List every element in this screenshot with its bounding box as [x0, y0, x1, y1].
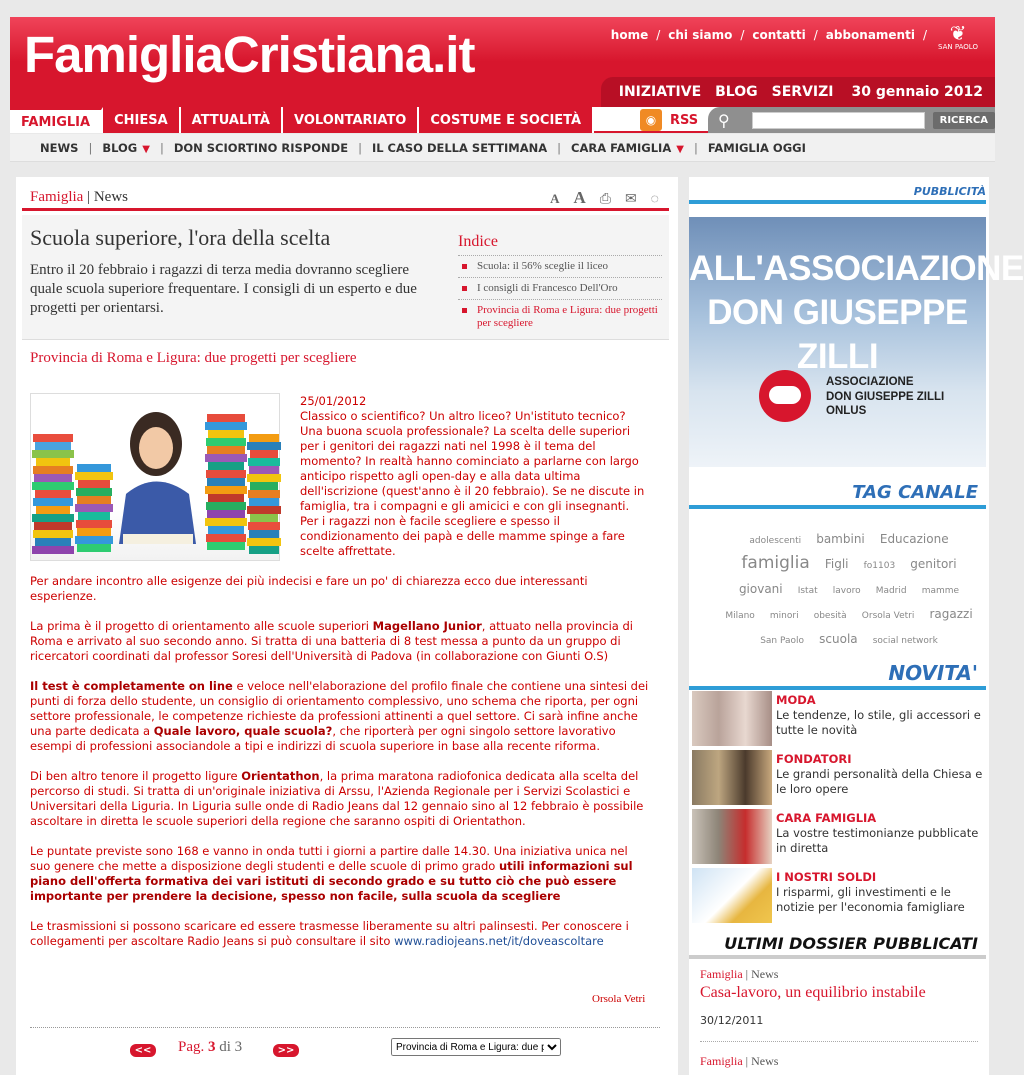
article-paragraph: La prima è il progetto di orientamento alle scuole superiori Magellano Junior, attuato nella provincia di Roma e arrivato al suo secondo anno. Si tratta di una batteria di 8 test messa a punto da un gruppo di ricercatori coordinati dal professor Soresi dell'Università di Padova (in collaborazione con Giunti O.S) [30, 619, 633, 663]
article-body [30, 394, 650, 964]
site-header [10, 17, 995, 107]
index-title: Indice [458, 233, 498, 250]
article-paragraph: Per andare incontro alle esigenze dei più indecisi e fare un po' di chiarezza ecco due interessanti esperienze. [30, 574, 588, 603]
novita-title: NOVITA' [689, 661, 986, 690]
tag[interactable]: San Paolo [760, 636, 805, 646]
print-icon[interactable]: ⎙ [599, 192, 611, 207]
subnav-blog[interactable]: BLOG ▼ [102, 140, 150, 155]
tag-cloud [719, 527, 979, 652]
article-date: 25/01/2012 [300, 394, 367, 408]
article-intro [22, 215, 669, 340]
novita-item[interactable]: FONDATORI Le grandi personalità della Chiesa e le loro opere [689, 746, 986, 805]
sidebar [689, 177, 1024, 1075]
association-logo-icon [759, 370, 811, 422]
article-title: Scuola superiore, l'ora della scelta [30, 225, 331, 250]
tab-chiesa[interactable]: CHIESA [103, 107, 181, 133]
article-lead: Entro il 20 febbraio i ragazzi di terza media dovranno scegliere quale scuola superiore frequentare. I consigli di un esperto e due progetti per orientarsi. [30, 262, 417, 316]
tab-costume-e-societa[interactable]: COSTUME E SOCIETÀ [419, 107, 594, 133]
secbar-blog[interactable]: BLOG [715, 84, 758, 100]
secbar-iniziative[interactable]: INIZIATIVE [618, 84, 702, 100]
tab-volontariato[interactable]: VOLONTARIATO [283, 107, 419, 133]
tag[interactable]: bambini [816, 532, 865, 546]
article-paragraph: Il test è completamente on line e veloce nell'elaborazione del profilo finale che contiene una sintesi dei punti di forza dello studente, un consiglio di orientamento complessivo, uno schema che riporta, per ogni settore professionale, le competenze richieste da professioni attinenti a quel settore. Ci sarà infine anche una parte dedicata a Quale lavoro, quale scuola?, che riporterà per ogni singolo settore lavorativo esempi di professioni associandole a tipi e indirizzi di scuola superiore in base alla recente riforma. [30, 679, 649, 753]
top-link-home[interactable]: home [610, 28, 649, 42]
next-page-button[interactable]: >> [273, 1044, 299, 1057]
advertisement-banner[interactable]: ALL'ASSOCIAZIONE DON GIUSEPPE ZILLI ASSOCIAZIONE DON GIUSEPPE ZILLI ONLUS [689, 217, 986, 467]
article-column [16, 177, 678, 1075]
tag[interactable]: ragazzi [929, 607, 973, 621]
page-select[interactable] [391, 1038, 561, 1056]
breadcrumb: Famiglia | News A A ⎙ ✉ ◌ [22, 185, 669, 211]
top-link-abbonamenti[interactable]: abbonamenti [825, 28, 915, 42]
index-item-current[interactable]: Provincia di Roma e Ligura: due progetti per scegliere [458, 299, 662, 334]
tag[interactable]: Madrid [875, 586, 907, 596]
article-paragraph: Le trasmissioni si possono scaricare ed essere trasmesse liberamente su altri palinsesti. Per conoscere i collegamenti per ascoltare Radio Jeans si può consultare il sito www.radiojeans.net/it/doveascoltare [30, 919, 629, 948]
search-icon: ⚲ [718, 110, 730, 130]
index-item[interactable]: Scuola: il 56% sceglie il liceo [458, 255, 662, 277]
ad-label: PUBBLICITÀ [689, 185, 986, 204]
novita-list [689, 687, 986, 923]
pager [30, 1027, 660, 1067]
tab-famiglia[interactable]: FAMIGLIA [10, 107, 103, 133]
dropdown-caret-icon: ▼ [142, 143, 150, 155]
page-indicator: Pag. 3 di 3 [178, 1039, 243, 1055]
section-title: Provincia di Roma e Ligura: due progetti per scegliere [30, 350, 357, 366]
search-button[interactable]: RICERCA [933, 112, 995, 129]
novita-thumbnail [692, 809, 772, 864]
dossier-list [700, 967, 978, 1069]
rss-icon: ◉ [640, 109, 662, 131]
article-paragraph: Le puntate previste sono 168 e vanno in onda tutti i giorni a partire dalle 14.30. Una iniziativa unica nel suo genere che mette a disposizione degli studenti e delle scuole di primo grado utili informazioni sul piano dell'offerta formativa dei vari istituti di secondo grado e su tutto ciò che può essere importante per prendere la decisione, spesso non facile, sulla scuola da scegliere [30, 844, 633, 903]
subnav-news[interactable]: NEWS [40, 140, 79, 155]
dropdown-caret-icon: ▼ [676, 143, 684, 155]
article-tools [550, 188, 659, 208]
dossier-item[interactable]: Famiglia | News [700, 1054, 779, 1068]
search-bar [708, 107, 995, 133]
novita-thumbnail [692, 750, 772, 805]
secbar-servizi[interactable]: SERVIZI [771, 84, 834, 100]
tag[interactable]: adolescenti [749, 536, 802, 546]
radiojeans-link[interactable]: www.radiojeans.net/it/doveascoltare [394, 934, 604, 948]
tag[interactable]: mamme [921, 586, 960, 596]
dossier-item[interactable]: Famiglia | News Casa-lavoro, un equilibrio instabile 30/12/2011 [700, 967, 978, 1042]
tag[interactable]: Figli [824, 557, 849, 571]
tag[interactable]: lavoro [832, 586, 861, 596]
dossier-title: ULTIMI DOSSIER PUBBLICATI [689, 934, 986, 959]
subnav-famiglia-oggi[interactable]: FAMIGLIA OGGI [707, 140, 806, 155]
comment-icon[interactable]: ◌ [650, 192, 659, 207]
tag[interactable]: genitori [910, 557, 957, 571]
tag[interactable]: famiglia [741, 553, 810, 573]
article-index [458, 233, 662, 334]
novita-item[interactable]: CARA FAMIGLIA La vostre testimonianze pubblicate in diretta [689, 805, 986, 864]
current-date: 30 gennaio 2012 [851, 84, 983, 100]
tag-canale-title: TAG CANALE [689, 482, 986, 509]
subnav-cara-famiglia[interactable]: CARA FAMIGLIA ▼ [571, 140, 684, 155]
top-links: home / chi siamo / contatti / abbonamenti / [610, 28, 927, 42]
tag[interactable]: social network [872, 636, 938, 646]
prev-page-button[interactable]: << [130, 1044, 156, 1057]
publisher-mark-icon: ❦ [949, 21, 967, 45]
publisher-logo[interactable]: ❦ SAN PAOLO [933, 23, 983, 51]
article-paragraph: Di ben altro tenore il progetto ligure Orientathon, la prima maratona radiofonica dedicata alla scelta del percorso di studi. Si tratta di un'originale iniziativa di Arssu, l'Azienda Regionale per i Servizi Scolastici e Universitari della Liguria. In Liguria sulle onde di Radio Jeans dal 12 gennaio sino al 12 febbraio è possibile ascoltare in diretta le scuole superiori della regione che saranno ospiti di Orientathon. [30, 769, 644, 828]
rss-link[interactable]: ◉ RSS [640, 109, 698, 131]
tab-attualita[interactable]: ATTUALITÀ [181, 107, 283, 133]
top-link-chi-siamo[interactable]: chi siamo [668, 28, 733, 42]
font-decrease-button[interactable]: A [550, 191, 560, 206]
breadcrumb-sub[interactable]: News [93, 189, 129, 205]
sub-nav: NEWS | BLOG ▼ | DON SCIORTINO RISPONDE | IL CASO DELLA SETTIMANA | CARA FAMIGLIA ▼ | FAMIGLIA OGGI [10, 134, 995, 162]
subnav-caso-settimana[interactable]: IL CASO DELLA SETTIMANA [371, 140, 548, 155]
tag[interactable]: Istat [797, 586, 818, 596]
tag[interactable]: giovani [738, 582, 783, 596]
tag[interactable]: Educazione [879, 532, 949, 546]
main-nav [10, 107, 995, 133]
novita-item[interactable]: I NOSTRI SOLDI I risparmi, gli investimenti e le notizie per l'economia famigliare [689, 864, 986, 923]
novita-thumbnail [692, 691, 772, 746]
article-author[interactable]: Orsola Vetri [592, 993, 646, 1005]
font-increase-button[interactable]: A [573, 188, 586, 207]
tag[interactable]: Milano [725, 611, 755, 621]
tag[interactable]: fo1103 [863, 561, 896, 571]
novita-item[interactable]: MODA Le tendenze, lo stile, gli accessori e tutte le novità [689, 687, 986, 746]
tag[interactable]: Orsola Vetri [861, 611, 915, 621]
novita-thumbnail [692, 868, 772, 923]
index-item[interactable]: I consigli di Francesco Dell'Oro [458, 277, 662, 299]
subnav-don-sciortino[interactable]: DON SCIORTINO RISPONDE [173, 140, 349, 155]
email-icon[interactable]: ✉ [624, 192, 637, 207]
tag[interactable]: obesità [813, 611, 847, 621]
breadcrumb-section[interactable]: Famiglia [30, 189, 84, 205]
tag[interactable]: scuola [819, 632, 858, 646]
tag[interactable]: minori [769, 611, 799, 621]
top-link-contatti[interactable]: contatti [752, 28, 806, 42]
article-paragraph: Classico o scientifico? Un altro liceo? Un'istituto tecnico? Una buona scuola professionale? La scelta delle superiori per i genitori dei ragazzi nati nel 1998 è il tema del momento? In realtà hanno cominciato a parlarne con largo anticipo rispetto agli open-day e alla data ultima dell'iscrizione (quest'anno è il 20 febbraio). Se ne discute in famiglia, tra i compagni e gli amicici e con gli insegnanti. Per i ragazzi non è facile scegliere e spesso il condizionamento dei papà e delle mamme spinge a fare scelte affrettate. [300, 409, 645, 558]
search-input[interactable] [752, 112, 925, 129]
site-logo[interactable]: FamigliaCristiana.it [24, 26, 475, 83]
secondary-bar [601, 77, 995, 107]
